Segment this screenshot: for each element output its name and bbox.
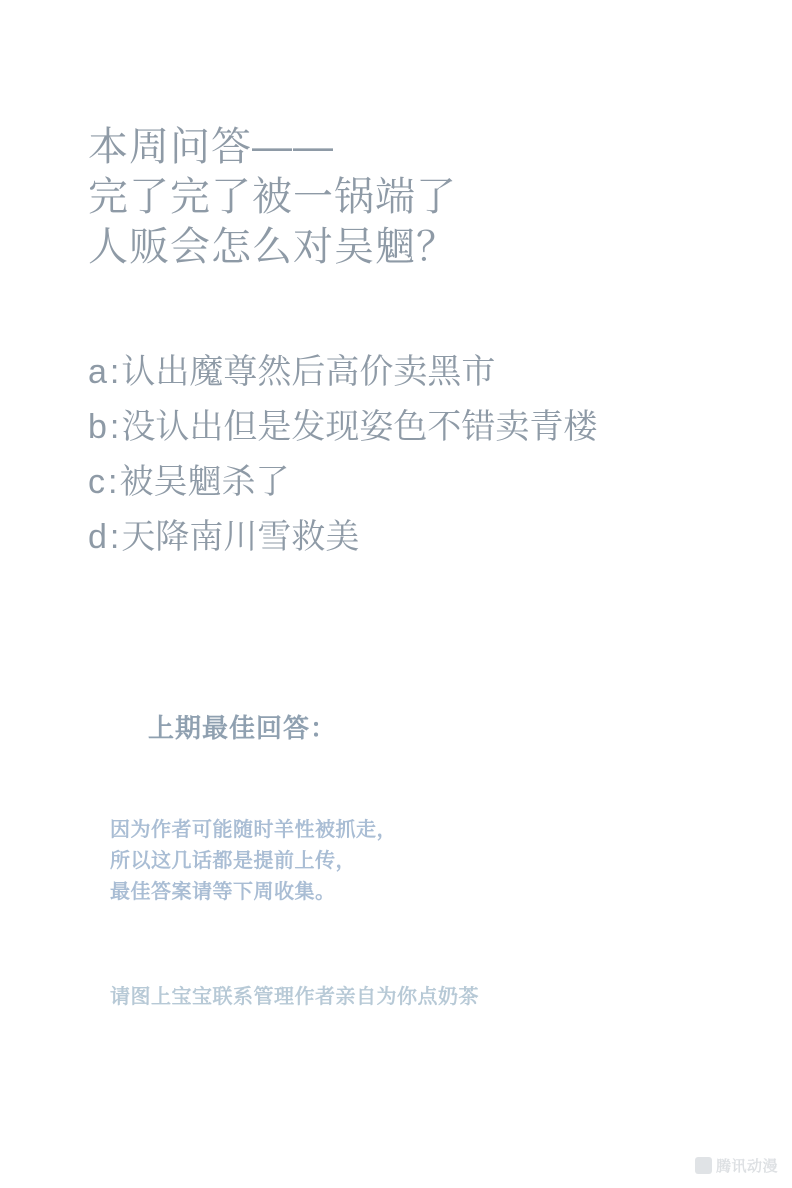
watermark-text: 腾讯动漫 [715, 1158, 778, 1175]
option-a[interactable] [88, 345, 597, 400]
option-a-key: a [88, 353, 108, 391]
answer-options-list [88, 345, 597, 565]
option-d[interactable] [88, 510, 597, 565]
author-note-line-2: 所以这几话都是提前上传， [110, 850, 356, 872]
author-note [110, 815, 397, 908]
option-a-separator: : [109, 353, 120, 391]
best-answer-label: 上期最佳回答： [148, 713, 338, 743]
option-b-separator: : [109, 408, 120, 446]
question-heading [88, 122, 457, 272]
watermark [695, 1155, 778, 1176]
option-d-separator: : [109, 518, 120, 556]
question-line-2: 完了完了被一锅端了 [88, 175, 457, 219]
option-c-text: 被吴魍杀了 [119, 463, 290, 501]
question-line-3: 人贩会怎么对吴魍？ [88, 225, 457, 269]
watermark-logo-icon [695, 1157, 712, 1174]
option-c[interactable] [88, 455, 597, 510]
author-note-line-3: 最佳答案请等下周收集。 [110, 881, 336, 903]
option-b-text: 没认出但是发现姿色不错卖青楼 [121, 408, 598, 446]
option-b-key: b [88, 408, 108, 446]
author-note-line-1: 因为作者可能随时羊性被抓走， [110, 819, 397, 841]
option-b[interactable] [88, 400, 597, 455]
option-d-key: d [88, 518, 108, 556]
option-d-text: 天降南川雪救美 [121, 518, 360, 556]
option-c-separator: : [108, 463, 118, 501]
option-c-key: c [88, 463, 106, 501]
option-a-text: 认出魔尊然后高价卖黑市 [121, 353, 496, 391]
question-line-1: 本周问答—— [88, 125, 334, 169]
promo-text: 请图上宝宝联系管理作者亲自为你点奶茶 [110, 986, 479, 1008]
